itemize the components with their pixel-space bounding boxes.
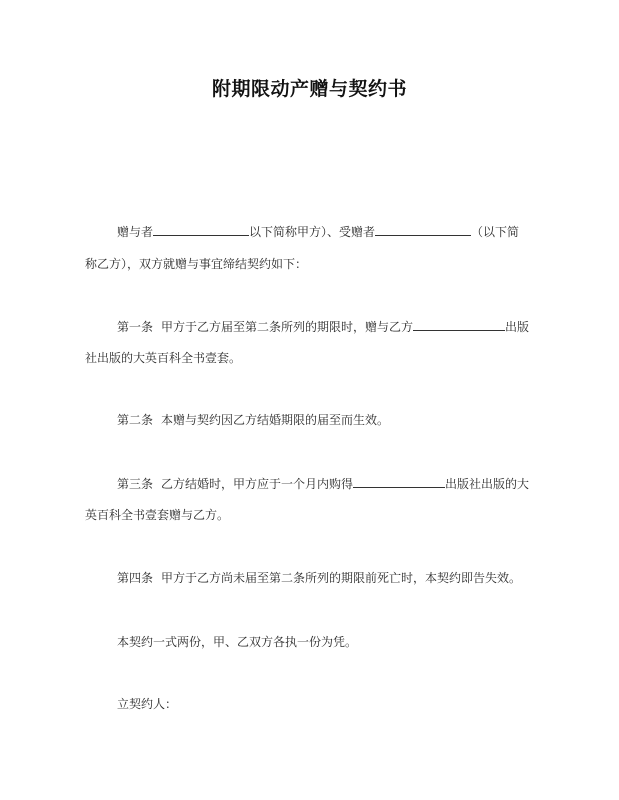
donor-label: 赠与者 [117,225,154,239]
article-number: 第一条 [117,320,154,334]
article-text: 本赠与契约因乙方结婚期限的届至而生效。 [161,413,390,427]
article-text-after: 出版 [505,320,530,334]
donee-suffix: （以下简 [471,225,520,239]
donee-name-blank[interactable] [375,223,471,236]
article-2 [85,406,550,434]
article-3-continuation [85,501,550,529]
donor-suffix: 以下简称甲方）、受赠者 [249,225,376,239]
document-title: 附期限动产赠与契约书 [211,78,407,100]
article-continuation: 社出版的大英百科全书壹套。 [85,351,242,365]
article-continuation: 英百科全书壹套赠与乙方。 [85,508,230,522]
article-text: 甲方于乙方尚未届至第二条所列的期限前死亡时，本契约即告失效。 [161,571,522,585]
article-1-continuation [85,344,550,372]
preamble-continuation: 称乙方），双方就赠与事宜缔结契约如下： [85,257,308,271]
publisher-blank[interactable] [353,475,445,488]
signatory-line [85,690,550,718]
article-3 [85,470,550,498]
article-text: 甲方于乙方届至第二条所列的期限时，赠与乙方 [161,320,414,334]
article-text-after: 出版社出版的大 [445,477,530,491]
article-1 [85,313,550,341]
preamble-line-2 [85,250,550,278]
article-number: 第三条 [117,477,154,491]
copies-clause-text: 本契约一式两份，甲、乙双方各执一份为凭。 [117,635,358,649]
article-text: 乙方结婚时，甲方应于一个月内购得 [161,477,354,491]
copies-clause [85,628,550,656]
article-number: 第二条 [117,413,154,427]
preamble-paragraph [85,218,550,246]
donor-name-blank[interactable] [153,223,249,236]
article-number: 第四条 [117,571,154,585]
item-blank[interactable] [413,318,505,331]
signatory-label: 立契约人： [117,697,178,711]
article-4 [85,564,550,592]
